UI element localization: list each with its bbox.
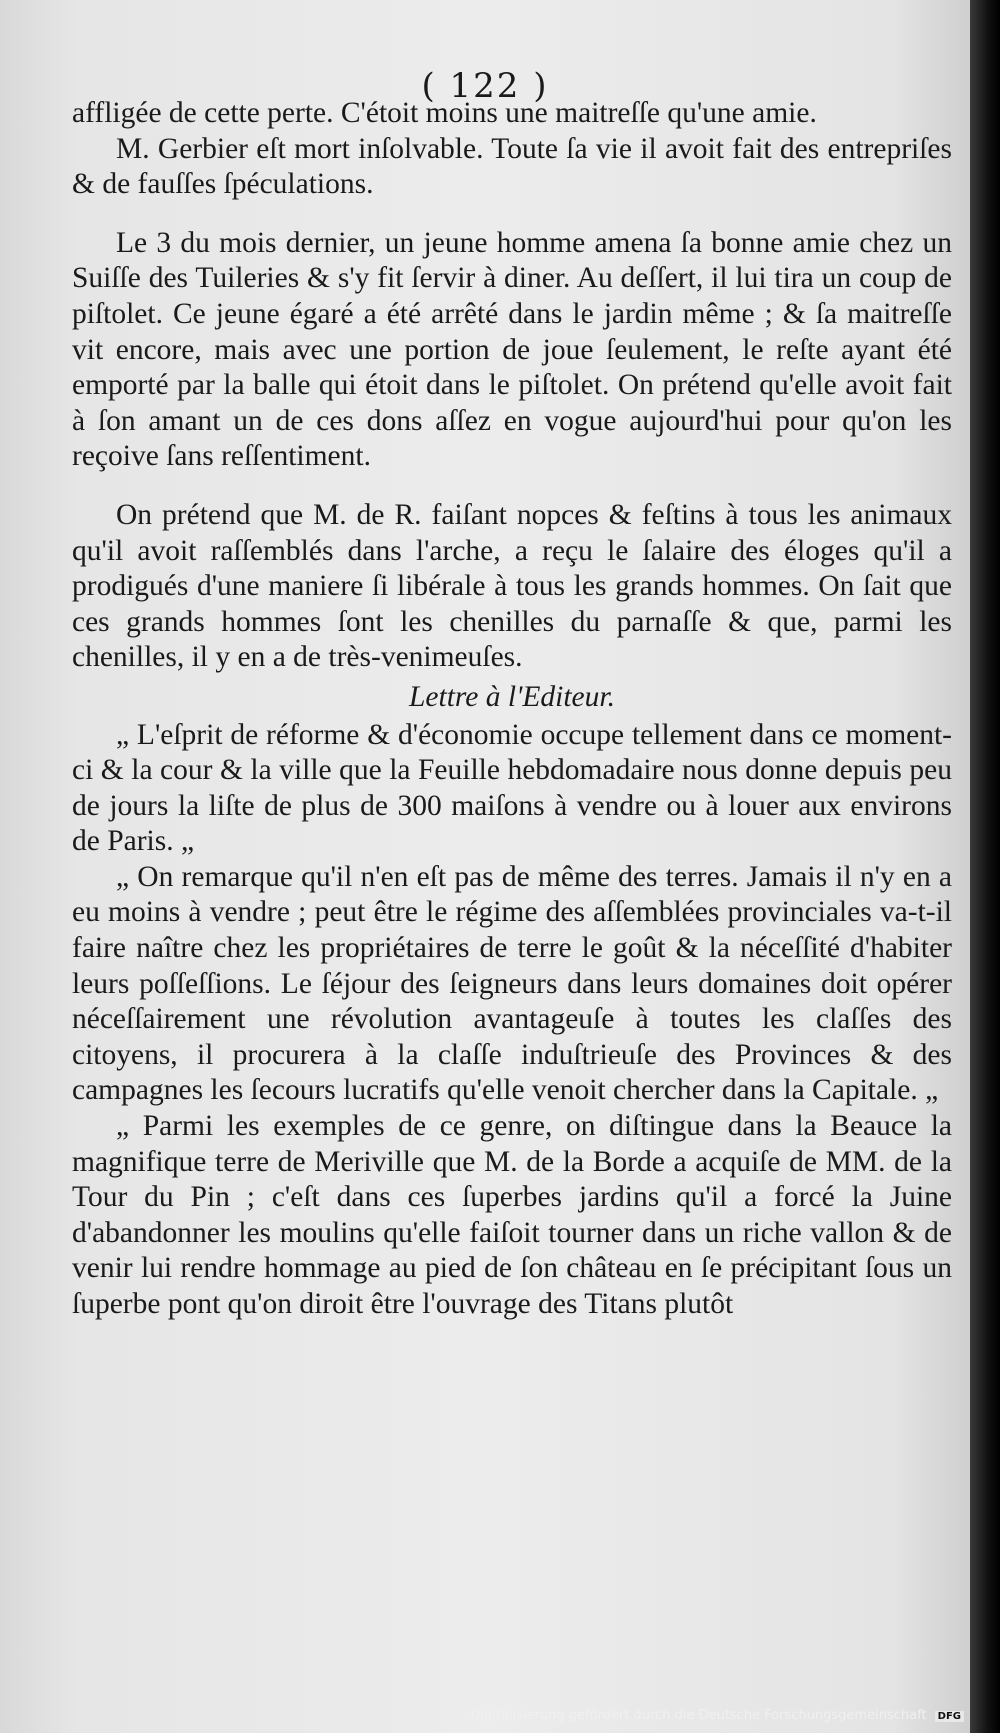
letter-paragraph-reforme: „ L'eſprit de réforme & d'économie occupe tellement dans ce moment-ci & la cour & la ville que la Feuille hebdomadaire nous donne depuis peu de jours la liſte de plus de 300 maiſons à vendre ou à louer aux environs de Paris. „ [72, 718, 952, 858]
body-text [72, 96, 952, 1323]
paragraph-tuileries: Le 3 du mois dernier, un jeune homme amena ſa bonne amie chez un Suiſſe des Tuileries & s'y fit ſervir à diner. Au deſſert, il lui tira un coup de piſtolet. Ce jeune égaré a été arrêté dans le jardin même ; & ſa maitreſſe vit encore, mais avec une portion de joue ſeulement, le reſte ayant été emporté par la balle qui étoit dans le piſtolet. On prétend qu'elle avoit fait à ſon amant un de ces dons aſſez en vogue aujourd'hui pour qu'on les reçoive ſans reſſentiment. [72, 226, 952, 473]
paragraph-gerbier: M. Gerbier eſt mort inſolvable. Toute ſa vie il avoit fait des entrepriſes & de fauſſes ſpéculations. [72, 132, 952, 201]
paragraph-continuation: affligée de cette perte. C'étoit moins une maitreſſe qu'une amie. [72, 97, 817, 129]
digitization-credit [470, 1708, 964, 1723]
letter-paragraph-terres: „ On remarque qu'il n'en eſt pas de même des terres. Jamais il n'y en a eu moins à vendre ; peut être le régime des aſſemblées provinciales va-t-il faire naître chez les propriétaires de terre le goût & la néceſſité d'habiter leurs poſſeſſions. Le ſéjour des ſeigneurs dans leurs domaines doit opérer néceſſairement une révolution avantageuſe à toutes les claſſes des citoyens, il procurera à la claſſe induſtrieuſe des Provinces & des campagnes les ſecours lucratifs qu'elle venoit chercher dans la Capitale. „ [72, 860, 952, 1107]
letter-heading: Lettre à l'Editeur. [409, 680, 615, 713]
dfg-logo: DFG [935, 1711, 964, 1722]
paragraph-arche: On prétend que M. de R. faiſant nopces & feſtins à tous les animaux qu'il avoit raſſemblés dans l'arche, a reçu le ſalaire des éloges qu'il a prodigués d'une maniere ſi libérale à tous les grands hommes. On ſait que ces grands hommes ſont les chenilles du parnaſſe & que, parmi les chenilles, il y en a de très-venimeuſes. [72, 498, 952, 674]
letter-paragraph-meriville: „ Parmi les exemples de ce genre, on diſtingue dans la Beauce la magnifique terre de Meriville que M. de la Borde a acquiſe de MM. de la Tour du Pin ; c'eſt dans ces ſuperbes jardins qu'il a forcé la Juine d'abandonner les moulins qu'elle faiſoit tourner dans un riche vallon & de venir lui rendre hommage au pied de ſon château en ſe précipitant ſous un ſuperbe pont qu'on diroit être l'ouvrage des Titans plutôt [72, 1110, 952, 1320]
credit-text: Digitalisierung gefördert durch die Deutsche Forschungsgemeinschaft [470, 1708, 927, 1723]
page-number: ( 122 ) [421, 66, 549, 106]
book-edge-shadow [970, 0, 1000, 1733]
